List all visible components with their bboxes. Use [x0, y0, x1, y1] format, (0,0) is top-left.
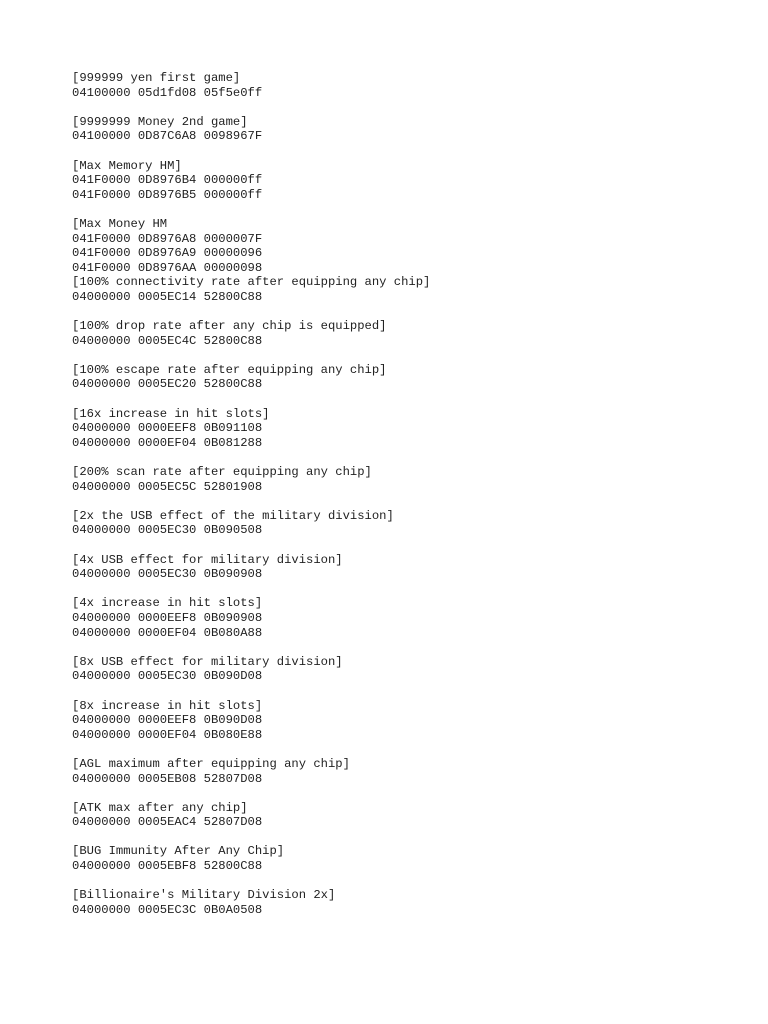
cheat-title: [AGL maximum after equipping any chip] [72, 756, 350, 771]
cheat-entry [72, 465, 752, 494]
cheat-entry [72, 363, 752, 392]
cheat-entry [72, 699, 752, 743]
cheat-entry [72, 71, 752, 100]
blank-line [72, 830, 752, 845]
cheat-code-line: 04000000 0005EC4C 52800C88 [72, 333, 263, 348]
cheat-code-line: 04100000 05d1fd08 05f5e0ff [72, 85, 263, 100]
cheat-entry [72, 888, 752, 917]
blank-line [72, 305, 752, 320]
cheat-title: [BUG Immunity After Any Chip] [72, 844, 285, 859]
cheat-code-line: 04000000 0000EF04 0B081288 [72, 435, 263, 450]
cheat-code-line: 04000000 0005EC5C 52801908 [72, 479, 263, 494]
cheat-code-line: 041F0000 0D8976AA 00000098 [72, 260, 263, 275]
cheat-title: [100% escape rate after equipping any chip] [72, 362, 387, 377]
blank-line [72, 874, 752, 889]
cheat-code-line: 04000000 0005EAC4 52807D08 [72, 815, 263, 830]
cheat-code-line: 04000000 0000EF04 0B080E88 [72, 727, 263, 742]
blank-line [72, 742, 752, 757]
cheat-title: [9999999 Money 2nd game] [72, 114, 248, 129]
cheat-code-line: 04000000 0000EEF8 0B091108 [72, 421, 263, 436]
cheat-code-line: 04000000 0005EC14 52800C88 [72, 289, 263, 304]
blank-line [72, 144, 752, 159]
cheat-entry [72, 509, 752, 538]
blank-line [72, 348, 752, 363]
cheat-code-line: 041F0000 0D8976A9 00000096 [72, 246, 263, 261]
cheat-entry [72, 844, 752, 873]
cheat-title: [8x USB effect for military division] [72, 654, 343, 669]
cheat-entry [72, 159, 752, 203]
cheat-title: [ATK max after any chip] [72, 800, 248, 815]
blank-line [72, 582, 752, 597]
cheat-code-line: 041F0000 0D8976A8 0000007F [72, 231, 263, 246]
cheat-code-line: 04000000 0000EF04 0B080A88 [72, 625, 263, 640]
blank-line [72, 640, 752, 655]
cheat-code-line: 04000000 0000EEF8 0B090908 [72, 610, 263, 625]
cheat-code-line: 041F0000 0D8976B5 000000ff [72, 187, 263, 202]
cheat-title: [Max Memory HM] [72, 158, 182, 173]
cheat-title: [16x increase in hit slots] [72, 406, 270, 421]
cheat-code-line: 04000000 0005EB08 52807D08 [72, 771, 263, 786]
cheat-entry [72, 757, 752, 786]
cheat-title: [4x increase in hit slots] [72, 596, 263, 611]
cheat-entry [72, 801, 752, 830]
cheat-title: [100% drop rate after any chip is equipped] [72, 319, 387, 334]
cheat-code-line: 04000000 0000EEF8 0B090D08 [72, 713, 263, 728]
cheat-code-line: 04000000 0005EC30 0B090908 [72, 567, 263, 582]
cheat-entry [72, 115, 752, 144]
cheat-entry [72, 553, 752, 582]
cheat-entry [72, 275, 752, 304]
blank-line [72, 786, 752, 801]
cheat-title: [Max Money HM [72, 216, 168, 231]
cheat-title: [999999 yen first game] [72, 71, 241, 85]
blank-line [72, 100, 752, 115]
cheat-title: [100% connectivity rate after equipping any chip] [72, 275, 431, 290]
cheat-title: [8x increase in hit slots] [72, 698, 263, 713]
cheat-code-line: 04000000 0005EBF8 52800C88 [72, 859, 263, 874]
cheat-entry [72, 655, 752, 684]
cheat-code-line: 04000000 0005EC30 0B090508 [72, 523, 263, 538]
cheat-code-line: 04000000 0005EC30 0B090D08 [72, 669, 263, 684]
cheat-code-document [72, 71, 752, 917]
cheat-title: [4x USB effect for military division] [72, 552, 343, 567]
blank-line [72, 450, 752, 465]
cheat-code-line: 04000000 0005EC20 52800C88 [72, 377, 263, 392]
cheat-entry [72, 596, 752, 640]
cheat-entry [72, 319, 752, 348]
cheat-entry [72, 217, 752, 275]
cheat-title: [200% scan rate after equipping any chip] [72, 465, 372, 480]
blank-line [72, 494, 752, 509]
blank-line [72, 392, 752, 407]
blank-line [72, 538, 752, 553]
cheat-title: [Billionaire's Military Division 2x] [72, 888, 336, 903]
cheat-code-line: 04100000 0D87C6A8 0098967F [72, 129, 263, 144]
blank-line [72, 684, 752, 699]
cheat-entry [72, 407, 752, 451]
blank-line [72, 202, 752, 217]
cheat-title: [2x the USB effect of the military division] [72, 508, 394, 523]
cheat-code-line: 041F0000 0D8976B4 000000ff [72, 173, 263, 188]
cheat-code-line: 04000000 0005EC3C 0B0A0508 [72, 902, 263, 917]
